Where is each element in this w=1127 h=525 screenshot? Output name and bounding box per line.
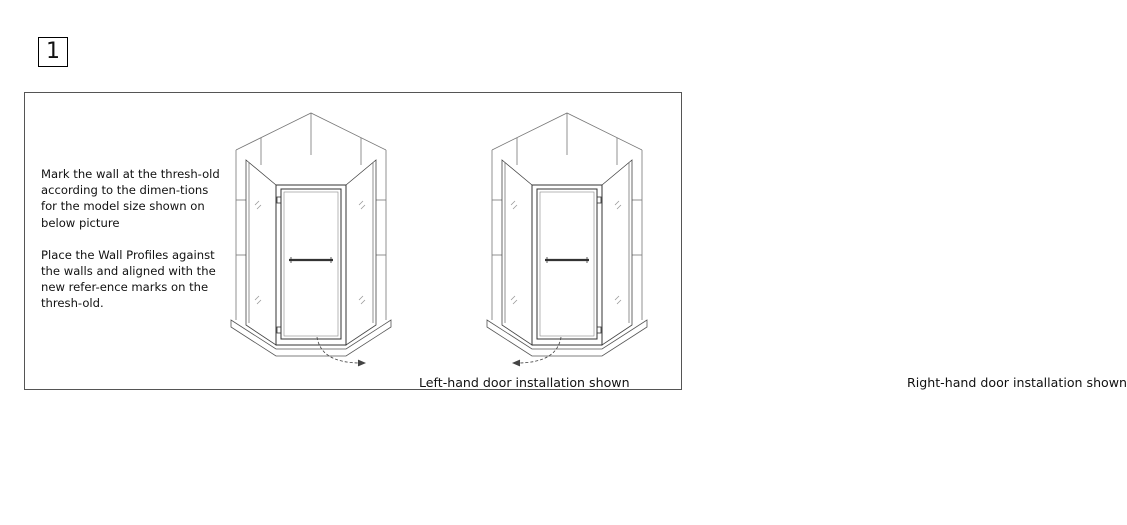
instruction-panel xyxy=(24,92,1127,390)
left-hand-shower-diagram xyxy=(221,105,630,390)
step-number-box: 1 xyxy=(38,37,68,67)
right-diagram-caption: Right-hand door installation shown xyxy=(907,375,1127,390)
left-diagram-caption: Left-hand door installation shown xyxy=(419,375,630,390)
instruction-text xyxy=(41,166,221,328)
instruction-paragraph-2: Place the Wall Profiles against the walls and aligned with the new refer-ence marks on the thresh-old. xyxy=(41,247,216,311)
instruction-paragraph-1: Mark the wall at the thresh-old according to the dimen-tions for the model size shown on below picture xyxy=(41,167,220,230)
